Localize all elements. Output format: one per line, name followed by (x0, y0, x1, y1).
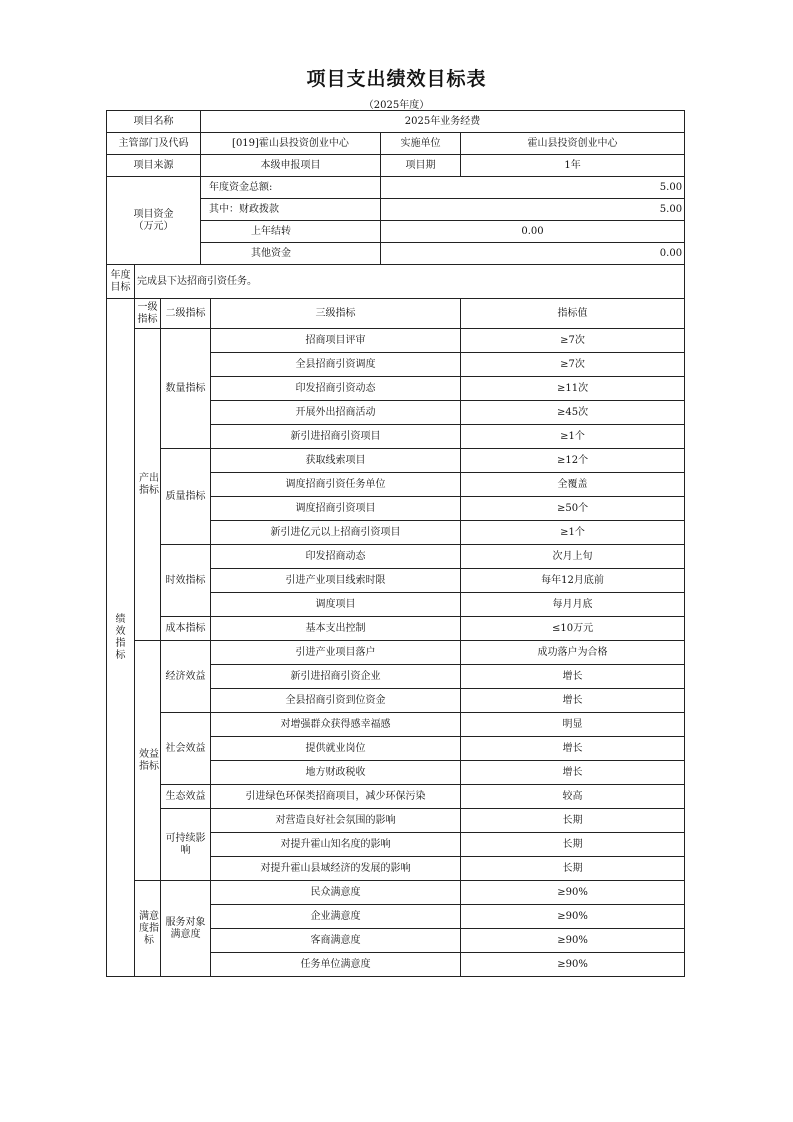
indicator-value: ≥90% (461, 905, 685, 929)
indicator-value: 成功落户为合格 (461, 641, 685, 665)
level3-label: 对营造良好社会氛围的影响 (211, 809, 461, 833)
project-name-row (107, 111, 685, 133)
indicator-row (107, 785, 685, 809)
level3-label: 对增强群众获得感幸福感 (211, 713, 461, 737)
level3-label: 全县招商引资到位资金 (211, 689, 461, 713)
indicator-value: ≥1个 (461, 425, 685, 449)
level2-label: 时效指标 (161, 545, 211, 617)
level2-label: 社会效益 (161, 713, 211, 785)
indicator-row (107, 881, 685, 905)
level2-label: 经济效益 (161, 641, 211, 713)
level3-label: 对提升霍山县域经济的发展的影响 (211, 857, 461, 881)
level1-cell (135, 881, 161, 977)
fund-carryover-value: 0.00 (381, 221, 685, 243)
dept-row (107, 133, 685, 155)
level3-label: 引进绿色环保类招商项目，减少环保污染 (211, 785, 461, 809)
indicator-value: 每年12月底前 (461, 569, 685, 593)
level3-label: 新引进招商引资企业 (211, 665, 461, 689)
header-value: 指标值 (461, 299, 685, 329)
indicator-value: 增长 (461, 665, 685, 689)
indicator-value: ≥90% (461, 881, 685, 905)
header-level3: 三级指标 (211, 299, 461, 329)
goal-label-line2: 目标 (110, 281, 131, 293)
level1-cell (135, 329, 161, 641)
level2-label: 质量指标 (161, 449, 211, 545)
indicator-value: ≥11次 (461, 377, 685, 401)
indicator-outer-label (107, 299, 135, 977)
level3-label: 引进产业项目线索时限 (211, 569, 461, 593)
impl-value: 霍山县投资创业中心 (461, 133, 685, 155)
indicator-row (107, 329, 685, 353)
year-label: （2025年度） (363, 100, 430, 111)
level3-label: 调度招商引资任务单位 (211, 473, 461, 497)
fund-total-value: 5.00 (381, 177, 685, 199)
indicator-value: 长期 (461, 809, 685, 833)
source-row (107, 155, 685, 177)
indicator-value: 长期 (461, 833, 685, 857)
funds-label-line2: （万元） (133, 220, 174, 232)
indicator-value: 明显 (461, 713, 685, 737)
level1-label: 满意度指标 (139, 910, 159, 946)
level3-label: 客商满意度 (211, 929, 461, 953)
fund-carryover-label: 上年结转 (201, 221, 381, 243)
level3-label: 调度招商引资项目 (211, 497, 461, 521)
indicator-value: ≥45次 (461, 401, 685, 425)
project-name-label: 项目名称 (107, 111, 201, 133)
indicator-value: 次月上旬 (461, 545, 685, 569)
dept-value: [019]霍山县投资创业中心 (201, 133, 381, 155)
indicator-outer-text: 绩效指标 (115, 613, 126, 661)
goal-label-line1: 年度 (110, 269, 131, 281)
indicator-row (107, 641, 685, 665)
level3-label: 任务单位满意度 (211, 953, 461, 977)
level3-label: 新引进招商引资项目 (211, 425, 461, 449)
level3-label: 引进产业项目落户 (211, 641, 461, 665)
level1-label: 效益指标 (139, 748, 159, 772)
level3-label: 新引进亿元以上招商引资项目 (211, 521, 461, 545)
indicator-value: ≥7次 (461, 353, 685, 377)
level2-label: 服务对象满意度 (161, 881, 211, 977)
level3-label: 基本支出控制 (211, 617, 461, 641)
source-label: 项目来源 (107, 155, 201, 177)
fund-fiscal-label: 其中：财政拨款 (201, 199, 381, 221)
header-level1: 一级指标 (135, 299, 161, 329)
indicator-row (107, 545, 685, 569)
indicator-value: 增长 (461, 761, 685, 785)
project-name-value: 2025年业务经费 (201, 111, 685, 133)
level3-label: 企业满意度 (211, 905, 461, 929)
level3-label: 获取线索项目 (211, 449, 461, 473)
indicator-value: 每月月底 (461, 593, 685, 617)
level3-label: 招商项目评审 (211, 329, 461, 353)
indicator-value: ≤10万元 (461, 617, 685, 641)
indicator-value: 增长 (461, 689, 685, 713)
level2-label: 生态效益 (161, 785, 211, 809)
indicator-value: 全覆盖 (461, 473, 685, 497)
funds-label (107, 177, 201, 265)
indicator-row (107, 617, 685, 641)
level1-label: 产出指标 (139, 472, 159, 496)
goal-text: 完成县下达招商引资任务。 (135, 265, 685, 299)
level3-label: 民众满意度 (211, 881, 461, 905)
level3-label: 对提升霍山知名度的影响 (211, 833, 461, 857)
header-level2: 二级指标 (161, 299, 211, 329)
level3-label: 印发招商引资动态 (211, 377, 461, 401)
goal-row (107, 265, 685, 299)
level2-label: 可持续影响 (161, 809, 211, 881)
fund-total-label: 年度资金总额: (201, 177, 381, 199)
indicator-row (107, 449, 685, 473)
level3-label: 全县招商引资调度 (211, 353, 461, 377)
level3-label: 印发招商动态 (211, 545, 461, 569)
period-value: 1年 (461, 155, 685, 177)
indicator-value: ≥90% (461, 929, 685, 953)
level1-cell (135, 641, 161, 881)
level3-label: 地方财政税收 (211, 761, 461, 785)
indicator-value: ≥50个 (461, 497, 685, 521)
page-title: 项目支出绩效目标表 (306, 68, 487, 90)
indicator-row (107, 713, 685, 737)
impl-label: 实施单位 (381, 133, 461, 155)
indicator-value: 增长 (461, 737, 685, 761)
performance-table (106, 110, 685, 977)
indicator-value: ≥12个 (461, 449, 685, 473)
level3-label: 调度项目 (211, 593, 461, 617)
period-label: 项目期 (381, 155, 461, 177)
level2-label: 成本指标 (161, 617, 211, 641)
level3-label: 开展外出招商活动 (211, 401, 461, 425)
level3-label: 提供就业岗位 (211, 737, 461, 761)
indicator-header-row (107, 299, 685, 329)
fund-row (107, 177, 685, 199)
level2-label: 数量指标 (161, 329, 211, 449)
dept-label: 主管部门及代码 (107, 133, 201, 155)
fund-other-value: 0.00 (381, 243, 685, 265)
goal-label (107, 265, 135, 299)
source-value: 本级申报项目 (201, 155, 381, 177)
indicator-value: 较高 (461, 785, 685, 809)
funds-label-line1: 项目资金 (133, 208, 174, 220)
indicator-value: ≥90% (461, 953, 685, 977)
fund-other-label: 其他资金 (201, 243, 381, 265)
indicator-value: ≥7次 (461, 329, 685, 353)
indicator-row (107, 809, 685, 833)
indicator-value: 长期 (461, 857, 685, 881)
indicator-value: ≥1个 (461, 521, 685, 545)
fund-fiscal-value: 5.00 (381, 199, 685, 221)
